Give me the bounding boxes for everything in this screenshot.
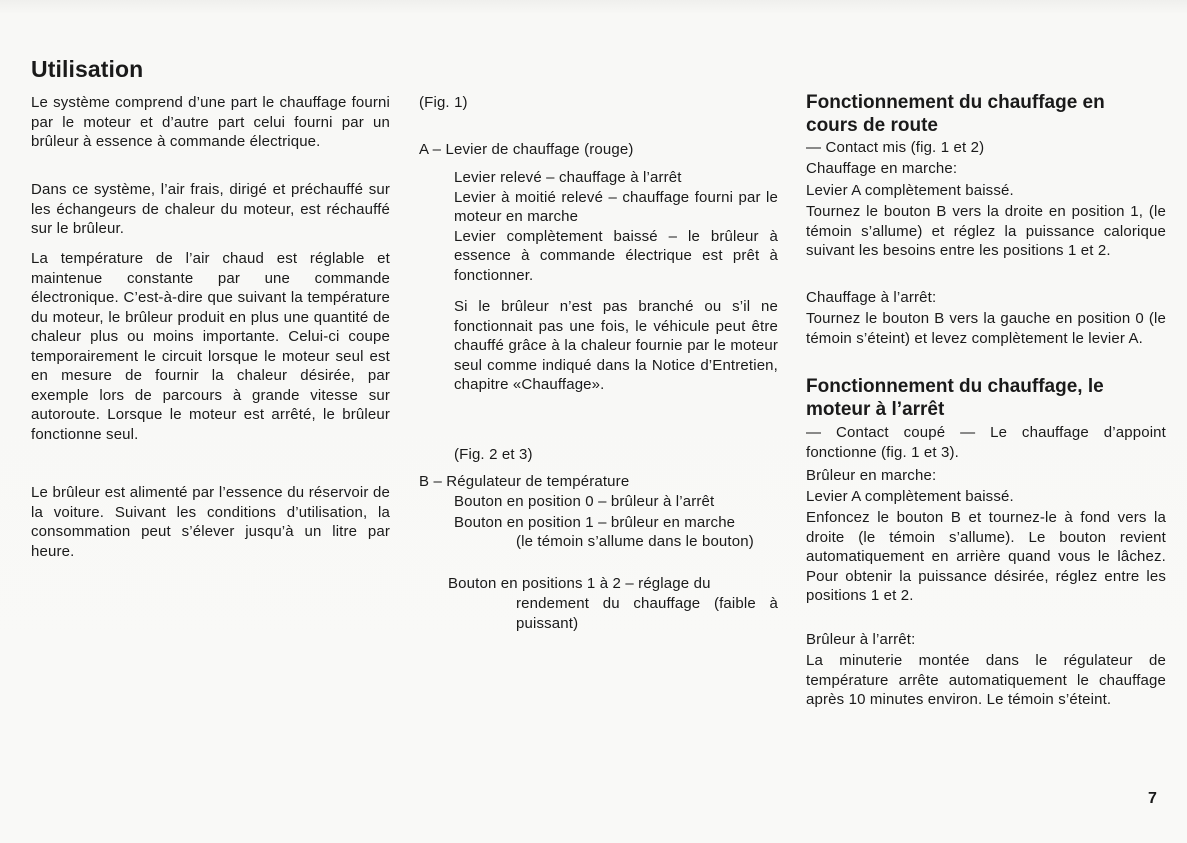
figure-reference-2-3: (Fig. 2 et 3) (454, 446, 533, 463)
lever-note: Si le brûleur n’est pas branché ou s’il ne fonctionnait pas une fois, le véhicule peut être chauffé grâce à la chaleur fournie par le moteur seul comme indiqué dans la Notice d’Entretien, chapitre «Chauffage». (454, 298, 778, 393)
paragraph-fuel-consumption: Le brûleur est alimenté par l’essence du réservoir de la voiture. Suivant les conditions d’utilisation, la consommation peut s’élever jusqu’à un litre par heure. (31, 484, 390, 560)
regulator-position-1-detail: (le témoin s’allume dans le bouton) (516, 533, 754, 550)
regulator-position-0: Bouton en position 0 – brûleur à l’arrêt (454, 493, 715, 510)
engine-off-subtitle: — Contact coupé — Le chauffage d’appoint fonctionne (fig. 1 et 3). (806, 424, 1166, 461)
page-number: 7 (1148, 790, 1157, 807)
lever-position-raised: Levier relevé – chauffage à l’arrêt (454, 169, 682, 186)
figure-reference-1: (Fig. 1) (419, 94, 468, 111)
paragraph-temperature-control: La température de l’air chaud est réglable et maintenue constante par une commande électronique. C’est-à-dire que suivant la température du moteur, le brûleur produit en plus une quantité de chaleur plus ou moins importante. Celui-ci coupe temporairement le circuit lorsque le moteur seul est en mesure de fournir la chaleur désirée, par exemple lors de parcours à grande vitesse sur autoroute. Lorsque le moteur est arrêté, le brûleur fonctionne seul. (31, 250, 390, 443)
regulator-positions-1-2-detail: rendement du chauffage (faible à puissant) (516, 595, 778, 632)
burner-on-step-2: Enfoncez le bouton B et tournez-le à fond vers la droite (le témoin s’allume). Le bouton revient automatiquement en arrière quand vous le lâchez. Pour obtenir la puissance désirée, réglez entre les positions 1 et 2. (806, 509, 1166, 604)
lever-position-lowered: Levier complètement baissé – le brûleur à essence à commande électrique est prêt à fonctionner. (454, 227, 778, 284)
driving-off-label: Chauffage à l’arrêt: (806, 289, 937, 306)
regulator-b-label: B – Régulateur de température (419, 473, 630, 490)
lever-a-label: A – Levier de chauffage (rouge) (419, 141, 634, 158)
regulator-position-1: Bouton en position 1 – brûleur en marche (454, 514, 736, 531)
driving-on-step-1: Levier A complètement baissé. (806, 182, 1014, 199)
burner-off-label: Brûleur à l’arrêt: (806, 631, 916, 648)
section-title-engine-off: Fonctionnement du chauffage, le moteur à l’arrêt (806, 376, 1104, 420)
paragraph-system-overview: Le système comprend d’une part le chauffage fourni par le moteur et d’autre part celui fourni par un brûleur à essence à commande électrique. (31, 94, 390, 150)
driving-subtitle: — Contact mis (fig. 1 et 2) (806, 139, 985, 156)
driving-on-step-2: Tournez le bouton B vers la droite en position 1, (le témoin s’allume) et réglez la puissance calorique suivant les besoins entre les positions 1 et 2. (806, 203, 1166, 259)
burner-on-step-1: Levier A complètement baissé. (806, 488, 1014, 505)
burner-off-step: La minuterie montée dans le régulateur de température arrête automatiquement le chauffage après 10 minutes environ. Le témoin s’éteint. (806, 652, 1166, 708)
driving-on-label: Chauffage en marche: (806, 160, 958, 177)
regulator-positions-1-2: Bouton en positions 1 à 2 – réglage du (448, 575, 711, 592)
burner-on-label: Brûleur en marche: (806, 467, 937, 484)
paragraph-air-flow: Dans ce système, l’air frais, dirigé et préchauffé sur les échangeurs de chaleur du moteur, est réchauffé sur le brûleur. (31, 181, 390, 237)
section-title-driving: Fonctionnement du chauffage en cours de route (806, 92, 1105, 136)
section-title-utilisation: Utilisation (31, 56, 144, 82)
driving-off-step: Tournez le bouton B vers la gauche en position 0 (le témoin s’éteint) et levez complètement le levier A. (806, 310, 1166, 347)
lever-position-half: Levier à moitié relevé – chauffage fourni par le moteur en marche (454, 188, 778, 225)
